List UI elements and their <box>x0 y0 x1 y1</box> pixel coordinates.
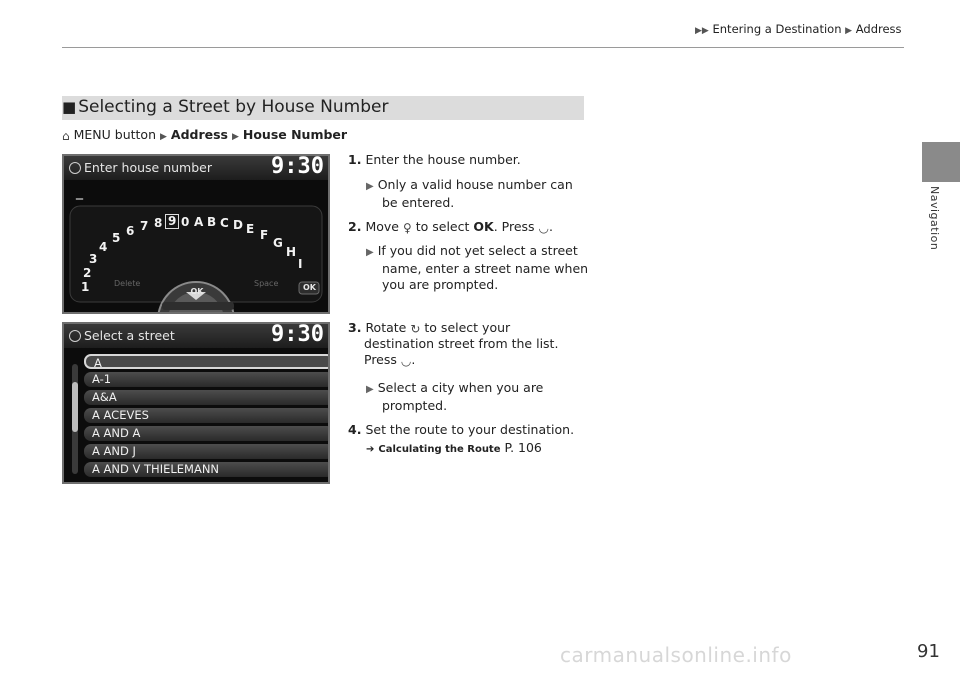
note-arrow-icon: ▶ <box>366 181 374 192</box>
breadcrumb-item[interactable]: Address <box>855 22 902 36</box>
street-row[interactable]: A AND V THIELEMANN <box>84 462 330 477</box>
dial-char[interactable]: G <box>273 236 283 250</box>
dial-char[interactable]: A <box>194 215 204 229</box>
dial-char[interactable]: 1 <box>81 280 90 294</box>
triangle-arrow-icon: ▶ <box>159 132 167 142</box>
page-number: 91 <box>917 641 940 662</box>
dial-char-selected[interactable]: 9 <box>165 214 179 229</box>
street-row[interactable]: A AND J <box>84 444 330 459</box>
dial-char[interactable]: D <box>233 218 243 232</box>
dial-char[interactable]: 6 <box>126 224 135 238</box>
step-2-note: ▶ If you did not yet select a street name, enter a street name when you are prompted. <box>366 243 589 292</box>
input-cursor: _ <box>76 184 83 200</box>
ok-bar-label[interactable]: OK <box>190 287 204 296</box>
voice-icon <box>69 162 81 174</box>
menu-path: ⌂ MENU button ▶ Address ▶ House Number <box>62 127 348 143</box>
menu-path-item: Address <box>170 127 228 142</box>
step-4: 4. Set the route to your destination. <box>348 422 575 437</box>
interface-dial-rotate-icon: ↻ <box>410 322 421 336</box>
dial-char[interactable]: F <box>260 228 269 242</box>
screen-title: Enter house number <box>84 160 212 175</box>
voice-icon <box>69 330 81 342</box>
watermark: carmanualsonline.info <box>560 643 792 667</box>
step-1: 1. Enter the house number. <box>348 152 521 167</box>
header-divider <box>62 47 904 48</box>
chapter-tab <box>922 142 960 182</box>
dial-char[interactable]: 5 <box>112 231 121 245</box>
breadcrumb <box>695 22 902 36</box>
reference-arrow-icon: ➔ <box>366 444 375 455</box>
dial-char[interactable]: 4 <box>99 240 108 254</box>
cross-reference[interactable]: ➔ Calculating the Route P. 106 <box>366 440 542 455</box>
menu-path-item: House Number <box>242 127 348 142</box>
screen-title: Select a street <box>84 328 175 343</box>
dial-char[interactable]: 0 <box>181 215 190 229</box>
section-title: ■ Selecting a Street by House Number <box>62 97 389 117</box>
street-row[interactable]: A&A <box>84 390 330 405</box>
interface-dial-press-icon: ◡ <box>538 221 550 235</box>
delete-key[interactable]: Delete <box>114 279 141 288</box>
chapter-label: Navigation <box>928 186 941 251</box>
dial-char[interactable]: 8 <box>154 216 163 230</box>
triangle-arrow-icon: ▶▶ <box>695 26 709 36</box>
street-row-selected[interactable]: A <box>84 354 330 369</box>
note-arrow-icon: ▶ <box>366 384 374 395</box>
clock: 9:30 <box>271 322 324 347</box>
street-row[interactable]: A AND A <box>84 426 330 441</box>
triangle-arrow-icon: ▶ <box>845 26 853 36</box>
clock: 9:30 <box>271 154 324 179</box>
triangle-arrow-icon: ▶ <box>231 132 239 142</box>
step-3-note: ▶ Select a city when you are prompted. <box>366 380 544 413</box>
street-row[interactable]: A-1 <box>84 372 330 387</box>
scroll-thumb[interactable] <box>72 382 78 432</box>
breadcrumb-item[interactable]: Entering a Destination <box>712 22 842 36</box>
menu-button-icon: ⌂ <box>62 129 70 143</box>
space-key[interactable]: Space <box>254 279 279 288</box>
street-list-screen <box>62 322 330 484</box>
note-arrow-icon: ▶ <box>366 247 374 258</box>
dial-char[interactable]: I <box>298 257 303 271</box>
dial-char[interactable]: E <box>246 222 255 236</box>
dial-char[interactable]: C <box>220 216 229 230</box>
ok-bar <box>162 302 234 310</box>
dial-char[interactable]: B <box>207 215 217 229</box>
step-1-note: ▶ Only a valid house number can be entered. <box>366 177 573 210</box>
square-bullet-icon: ■ <box>62 98 77 116</box>
interface-dial-move-icon: ♀ <box>402 221 412 235</box>
dial-char[interactable]: 7 <box>140 219 149 233</box>
dial-char[interactable]: 2 <box>83 266 92 280</box>
dial-char[interactable]: 3 <box>89 252 98 266</box>
step-2: 2. Move ♀ to select OK. Press ◡. <box>348 219 554 235</box>
ok-key-label[interactable]: OK <box>303 283 316 292</box>
dial-char[interactable]: H <box>286 245 297 259</box>
street-row[interactable]: A ACEVES <box>84 408 330 423</box>
step-3: 3. Rotate ↻ to select your destination street from the list. Press ◡. <box>348 320 559 368</box>
interface-dial-press-icon: ◡ <box>400 354 412 368</box>
house-number-screen <box>62 154 330 314</box>
